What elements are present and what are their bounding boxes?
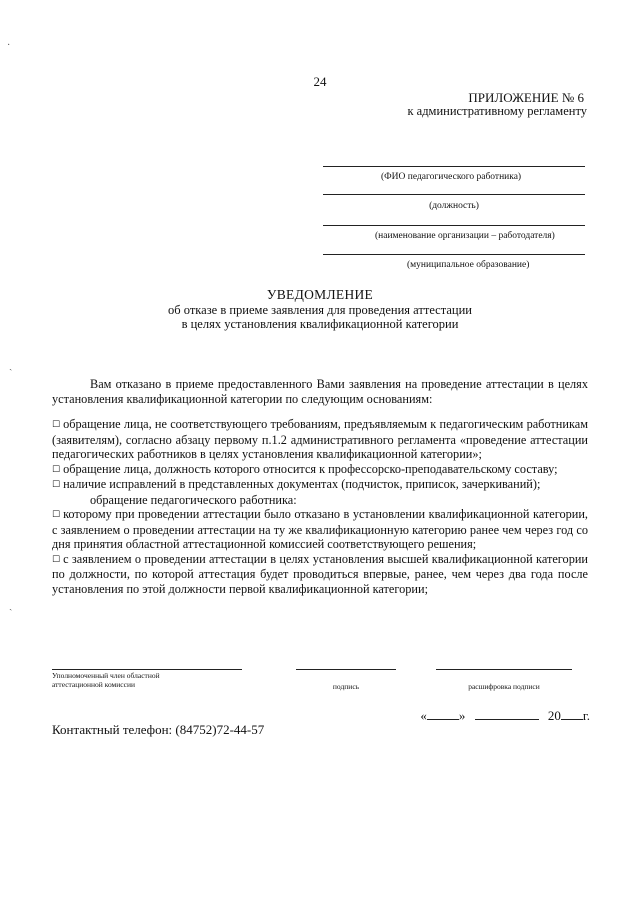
decode-caption: расшифровка подписи — [468, 682, 540, 691]
month-blank[interactable] — [475, 707, 539, 720]
contact-phone: Контактный телефон: (84752)72-44-57 — [52, 722, 265, 737]
organization-caption: (наименование организации – работодателя) — [375, 231, 555, 241]
appendix-subtitle: к административному регламенту — [407, 104, 587, 118]
municipality-field-line[interactable] — [323, 254, 585, 255]
subhead: обращение педагогического работника: — [90, 492, 297, 507]
signer-role: Уполномоченный член областной аттестационной комиссии — [52, 671, 160, 689]
checkbox-icon[interactable]: ☐ — [52, 420, 61, 430]
role-line[interactable] — [52, 669, 242, 670]
margin-mark: · — [7, 40, 11, 51]
decode-line[interactable] — [436, 669, 572, 670]
notice-title: УВЕДОМЛЕНИЕ — [266, 287, 374, 302]
appendix-title: ПРИЛОЖЕНИЕ № 6 — [468, 90, 584, 105]
page-number: 24 — [313, 74, 327, 89]
notice-body — [52, 377, 588, 596]
list-item: ☐ которому при проведении аттестации было отказано в установлении квалификационной категории, с заявлением о проведении аттестации на ту же квалификационную категорию ранее чем через год со дня принятия областной аттестационной комиссией соответствующего решения; — [52, 507, 588, 551]
checkbox-icon[interactable]: ☐ — [52, 510, 61, 520]
list-item: ☐ с заявлением о проведении аттестации в целях установления высшей квалификационной категории по должности, по которой аттестация будет проводиться впервые, ранее, чем через два года после установления по этой должности первой квалификационной категории; — [52, 551, 588, 596]
position-field-line[interactable] — [323, 194, 585, 195]
notice-line-2: в целях установления квалификационной категории — [181, 317, 459, 331]
margin-mark: ˎ — [9, 600, 13, 611]
list-item: ☐ наличие исправлений в представленных документах (подчисток, приписок, зачеркиваний); — [52, 477, 541, 491]
position-caption: (должность) — [429, 201, 479, 211]
date-line: « » 20 г. — [420, 708, 590, 723]
checkbox-icon[interactable]: ☐ — [52, 480, 61, 490]
checkbox-icon[interactable]: ☐ — [52, 554, 61, 565]
day-blank[interactable] — [427, 707, 459, 720]
year-blank[interactable] — [561, 707, 583, 720]
list-item: ☐ обращение лица, не соответствующего требованиям, предъявляемым к педагогическим работникам (заявителям), согласно абзацу первому п.1.2 административного регламента «проведение аттестации педагогических работников в целях установления квалификационной категории»; — [52, 417, 588, 461]
fio-field-line[interactable] — [323, 166, 585, 167]
intro-paragraph: Вам отказано в приеме предоставленного Вами заявления на проведение аттестации в целях установления квалификационной категории по следующим основаниям: — [52, 377, 588, 406]
organization-field-line[interactable] — [323, 225, 585, 226]
checkbox-icon[interactable]: ☐ — [52, 464, 61, 475]
notice-line-1: об отказе в приеме заявления для проведения аттестации — [168, 303, 472, 317]
signature-caption: подпись — [332, 682, 360, 691]
fio-caption: (ФИО педагогического работника) — [381, 172, 522, 182]
municipality-caption: (муниципальное образование) — [407, 260, 530, 270]
margin-mark: ˎ — [9, 360, 13, 371]
signature-line[interactable] — [296, 669, 396, 670]
list-item: ☐ обращение лица, должность которого относится к профессорско-преподавательскому составу; — [52, 461, 558, 476]
